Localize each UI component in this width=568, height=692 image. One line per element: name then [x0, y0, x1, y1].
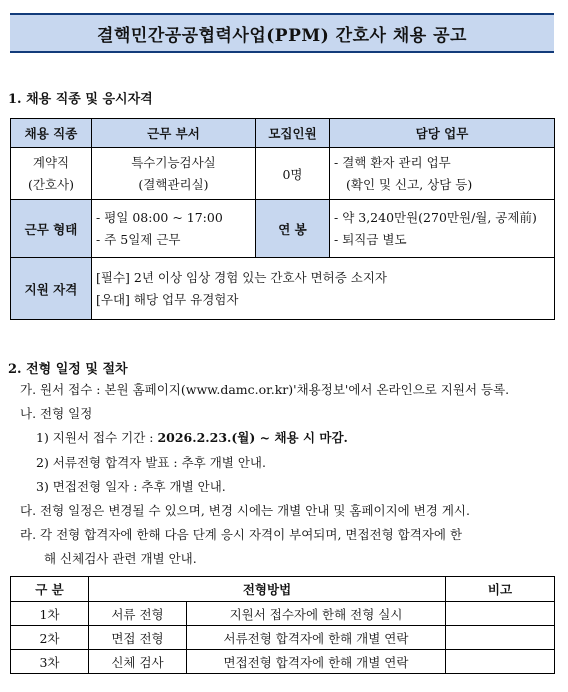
dept-line: (결핵관리실)	[138, 176, 209, 192]
salary-line: - 퇴직금 별도	[334, 231, 407, 247]
table-header-row	[11, 577, 555, 602]
note-cell	[446, 602, 555, 626]
desc-cell: 서류전형 합격자에 한해 개별 연락	[187, 626, 446, 650]
schedule-step-2: 2) 서류전형 합격자 발표 : 추후 개별 안내.	[36, 455, 266, 470]
section1-heading: 1. 채용 직종 및 응시자격	[8, 92, 153, 107]
section2-heading: 2. 전형 일정 및 절차	[8, 362, 128, 377]
dept-line: 특수기능검사실	[131, 154, 216, 170]
work-line: - 평일 08:00 ~ 17:00	[96, 209, 223, 225]
header-duties: 담당 업무	[330, 119, 555, 148]
method-cell: 신체 검사	[89, 650, 187, 674]
note-cell	[446, 626, 555, 650]
header-job-type: 채용 직종	[11, 119, 92, 148]
salary-label: 연 봉	[256, 200, 330, 258]
item-ra-line1: 라. 각 전형 합격자에 한해 다음 단계 응시 자격이 부여되며, 면접전형 합격자에 한	[20, 527, 463, 542]
step1-date: 2026.2.23.(월) ~ 채용 시 마감.	[157, 430, 348, 445]
stage-cell: 1차	[11, 602, 89, 626]
duties-line: - 결핵 환자 관리 업무	[334, 154, 451, 170]
header-count: 모집인원	[256, 119, 330, 148]
qual-line: [우대] 해당 업무 유경험자	[96, 291, 239, 307]
table-row	[11, 602, 555, 626]
schedule-step-3: 3) 면접전형 일자 : 추후 개별 안내.	[36, 479, 226, 494]
item-ra-line2: 해 신체검사 관련 개별 안내.	[44, 551, 197, 566]
salary-line: - 약 3,240만원(270만원/월, 공제前)	[334, 209, 537, 225]
qual-line: [필수] 2년 이상 임상 경험 있는 간호사 면허증 소지자	[96, 269, 387, 285]
work-line: - 주 5일제 근무	[96, 231, 181, 247]
job-type-line: 계약직	[32, 154, 70, 170]
table-row	[11, 626, 555, 650]
job-type-line: (간호사)	[28, 176, 74, 192]
item-ga: 가. 원서 접수 : 본원 홈페이지(www.damc.or.kr)'채용정보'에서 온라인으로 지원서 등록.	[20, 382, 510, 397]
note-cell	[446, 650, 555, 674]
title-banner	[10, 13, 554, 53]
duties-cell	[330, 148, 555, 200]
table-row	[11, 148, 555, 200]
salary-cell	[330, 200, 555, 258]
header-stage: 구 분	[11, 577, 89, 602]
page-title: 결핵민간공공협력사업(PPM) 간호사 채용 공고	[97, 25, 467, 46]
header-method: 전형방법	[89, 577, 446, 602]
selection-process-table	[10, 576, 555, 674]
method-cell: 서류 전형	[89, 602, 187, 626]
desc-cell: 면접전형 합격자에 한해 개별 연락	[187, 650, 446, 674]
stage-cell: 2차	[11, 626, 89, 650]
qual-label: 지원 자격	[11, 258, 92, 320]
table-row	[11, 200, 555, 258]
qual-cell	[92, 258, 555, 320]
schedule-step-1	[36, 428, 348, 446]
header-note: 비고	[446, 577, 555, 602]
item-da: 다. 전형 일정은 변경될 수 있으며, 변경 시에는 개별 안내 및 홈페이지에 변경 게시.	[20, 503, 470, 518]
item-na: 나. 전형 일정	[20, 406, 93, 421]
dept-cell	[92, 148, 256, 200]
table-header-row	[11, 119, 555, 148]
method-cell: 면접 전형	[89, 626, 187, 650]
step1-label: 1) 지원서 접수 기간 :	[36, 430, 158, 445]
work-label: 근무 형태	[11, 200, 92, 258]
desc-cell: 지원서 접수자에 한해 전형 실시	[187, 602, 446, 626]
stage-cell: 3차	[11, 650, 89, 674]
header-dept: 근무 부서	[92, 119, 256, 148]
work-cell	[92, 200, 256, 258]
count-cell: 0명	[256, 148, 330, 200]
recruitment-table	[10, 118, 555, 320]
table-row	[11, 650, 555, 674]
table-row	[11, 258, 555, 320]
duties-line: (확인 및 신고, 상담 등)	[346, 176, 473, 192]
job-type-cell	[11, 148, 92, 200]
